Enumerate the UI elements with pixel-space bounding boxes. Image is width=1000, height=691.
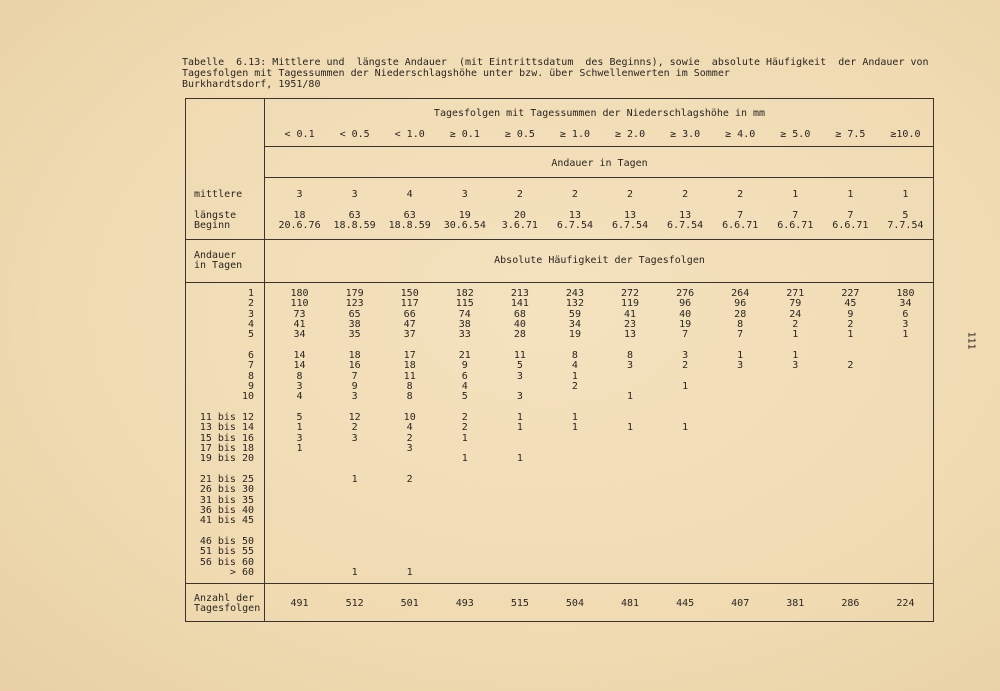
frequency-cell: 6 — [902, 308, 909, 320]
frequency-cell: 7 — [682, 329, 689, 341]
threshold-header-4: ≥ 0.1 — [449, 129, 480, 140]
threshold-header-9: ≥ 4.0 — [725, 129, 756, 140]
frequency-cell: 21 — [458, 350, 471, 361]
frequency-cell: 9 — [847, 308, 854, 320]
threshold-header-2: < 0.5 — [339, 129, 370, 140]
frequency-cell: 73 — [293, 308, 306, 320]
frequency-cell: 3 — [351, 432, 358, 444]
caption-line-3: Burkhardtsdorf, 1951/80 — [182, 79, 321, 90]
anzahl-cell-10: 381 — [786, 598, 805, 609]
frequency-cell: 14 — [293, 360, 306, 372]
frequency-cell: 13 — [624, 329, 637, 341]
frequency-cell: 59 — [568, 308, 581, 320]
frequency-cell: 123 — [345, 298, 364, 310]
frequency-cell: 4 — [406, 422, 413, 434]
frequency-cell: 10 — [403, 412, 416, 423]
frequency-cell: 3 — [296, 432, 303, 444]
mittlere-cell-8: 2 — [682, 189, 689, 200]
section-divider-1 — [186, 239, 933, 240]
duration-label: 9 — [247, 380, 254, 392]
anzahl-cell-6: 504 — [565, 598, 584, 609]
frequency-cell: 2 — [847, 360, 854, 372]
anzahl-cell-2: 512 — [345, 598, 364, 609]
frequency-cell: 96 — [679, 298, 692, 310]
frequency-cell: 3 — [296, 380, 303, 392]
threshold-header-6: ≥ 1.0 — [559, 129, 590, 140]
frequency-cell: 3 — [792, 360, 799, 372]
duration-label: 7 — [247, 360, 254, 372]
mittlere-cell-2: 3 — [351, 189, 358, 200]
andauer-title: Andauer in Tagen — [551, 158, 648, 169]
frequency-cell: 227 — [841, 288, 860, 299]
duration-label: 13 bis 14 — [199, 422, 254, 434]
duration-label: 36 bis 40 — [199, 504, 254, 516]
frequency-cell: 180 — [896, 288, 915, 299]
frequency-cell: 19 — [679, 318, 692, 330]
anzahl-cell-4: 493 — [455, 598, 474, 609]
frequency-cell: 1 — [571, 422, 578, 434]
beginn-cell-6: 6.7.54 — [556, 220, 593, 231]
frequency-cell: 5 — [296, 412, 303, 423]
frequency-cell: 117 — [400, 298, 419, 310]
mittlere-cell-1: 3 — [296, 189, 303, 200]
section-divider-3 — [186, 583, 933, 584]
row-label-in-tagen: in Tagen — [194, 260, 243, 271]
frequency-cell: 1 — [461, 453, 468, 465]
threshold-header-8: ≥ 3.0 — [670, 129, 701, 140]
frequency-cell: 1 — [682, 422, 689, 434]
frequency-cell: 8 — [296, 370, 303, 382]
frequency-cell: 35 — [348, 329, 361, 341]
duration-label: 8 — [247, 370, 254, 382]
frequency-cell: 8 — [406, 391, 413, 403]
threshold-header-7: ≥ 2.0 — [614, 129, 646, 140]
row-label-laengste: längste — [194, 210, 237, 221]
frequency-cell: 1 — [571, 370, 578, 382]
frequency-cell: 4 — [296, 391, 303, 403]
frequency-cell: 3 — [516, 391, 523, 403]
threshold-header-12: ≥10.0 — [890, 129, 921, 140]
duration-label: 1 — [247, 288, 254, 299]
frequency-cell: 4 — [461, 380, 468, 392]
frequency-cell: 179 — [345, 288, 364, 299]
frequency-cell: 264 — [731, 288, 750, 299]
duration-label: 17 bis 18 — [199, 442, 254, 454]
laengste-cell-4: 19 — [458, 210, 471, 221]
frequency-cell: 7 — [737, 329, 744, 341]
frequency-cell: 79 — [789, 298, 802, 310]
frequency-cell: 3 — [682, 350, 689, 361]
frequency-cell: 19 — [568, 329, 581, 341]
row-label-anzahl: Anzahl der — [194, 593, 255, 604]
frequency-cell: 2 — [792, 318, 799, 330]
frequency-cell: 1 — [296, 422, 303, 434]
frequency-cell: 11 — [403, 370, 416, 382]
mittlere-cell-9: 2 — [737, 189, 744, 200]
frequency-cell: 3 — [406, 442, 413, 454]
frequency-cell: 12 — [348, 412, 361, 423]
threshold-header-1: < 0.1 — [284, 129, 315, 140]
frequency-cell: 1 — [902, 329, 909, 341]
frequency-cell: 3 — [516, 370, 523, 382]
frequency-cell: 11 — [513, 350, 526, 361]
frequency-cell: 23 — [624, 318, 637, 330]
laengste-cell-3: 63 — [403, 210, 416, 221]
page-number: 111 — [965, 331, 977, 350]
caption-line-1: Tabelle 6.13: Mittlere und längste Andauer (mit Eintrittsdatum des Beginns), sowie absolute Häufigkeit der Andauer von — [182, 57, 929, 68]
frequency-cell: 96 — [734, 298, 747, 310]
frequency-cell: 24 — [789, 308, 802, 320]
frequency-cell: 2 — [351, 422, 358, 434]
beginn-cell-4: 30.6.54 — [443, 220, 486, 231]
frequency-cell: 2 — [682, 360, 689, 372]
beginn-cell-2: 18.8.59 — [333, 220, 376, 231]
frequency-cell: 8 — [406, 380, 413, 392]
frequency-cell: 34 — [899, 298, 912, 310]
duration-label: 4 — [247, 318, 254, 330]
mittlere-cell-12: 1 — [902, 189, 909, 200]
anzahl-cell-5: 515 — [510, 598, 529, 609]
anzahl-cell-3: 501 — [400, 598, 419, 609]
duration-label: 15 bis 16 — [199, 432, 254, 444]
threshold-header-3: < 1.0 — [394, 129, 425, 140]
anzahl-cell-8: 445 — [676, 598, 695, 609]
duration-label: 5 — [247, 329, 254, 341]
duration-label: 10 — [241, 391, 254, 403]
duration-label: 6 — [247, 350, 254, 361]
section-divider-2 — [186, 282, 933, 283]
frequency-cell: 3 — [351, 391, 358, 403]
laengste-cell-1: 18 — [293, 210, 306, 221]
frequency-cell: 34 — [293, 329, 306, 341]
frequency-cell: 1 — [296, 442, 303, 454]
frequency-cell: 3 — [737, 360, 744, 372]
frequency-cell: 17 — [403, 350, 416, 361]
data-table — [185, 98, 934, 622]
frequency-cell: 5 — [516, 360, 523, 372]
beginn-cell-1: 20.6.76 — [278, 220, 321, 231]
beginn-cell-5: 3.6.71 — [501, 220, 538, 231]
duration-label: 56 bis 60 — [199, 556, 254, 568]
frequency-cell: 9 — [461, 360, 468, 372]
frequency-cell: 66 — [403, 308, 416, 320]
frequency-cell: 1 — [847, 329, 854, 341]
frequency-cell: 2 — [406, 432, 413, 444]
frequency-cell: 2 — [847, 318, 854, 330]
frequency-cell: 8 — [737, 318, 744, 330]
duration-label: 51 bis 55 — [199, 546, 254, 558]
frequency-cell: 65 — [348, 308, 361, 320]
beginn-cell-10: 6.6.71 — [777, 220, 814, 231]
frequency-cell: 1 — [516, 412, 523, 423]
frequency-cell: 213 — [510, 288, 529, 299]
frequency-cell: 28 — [734, 308, 747, 320]
threshold-header-11: ≥ 7.5 — [835, 129, 866, 140]
duration-label: 21 bis 25 — [199, 474, 254, 485]
frequency-cell: 38 — [458, 318, 471, 330]
frequency-cell: 41 — [293, 318, 306, 330]
mittlere-cell-4: 3 — [461, 189, 468, 200]
duration-label: 19 bis 20 — [199, 453, 254, 465]
duration-label: 26 bis 30 — [199, 484, 254, 496]
row-label-andauer: Andauer — [194, 250, 237, 261]
mittlere-cell-11: 1 — [847, 189, 854, 200]
caption-line-2: Tagesfolgen mit Tagessummen der Niederschlagshöhe unter bzw. über Schwellenwerten im Sommer — [182, 68, 730, 79]
duration-label: 41 bis 45 — [199, 515, 254, 527]
frequency-cell: 37 — [403, 329, 416, 341]
frequency-cell: 1 — [792, 329, 799, 341]
frequency-cell: 4 — [571, 360, 578, 372]
row-label-beginn: Beginn — [194, 220, 231, 231]
laengste-cell-5: 20 — [513, 210, 526, 221]
frequency-cell: 1 — [461, 432, 468, 444]
laengste-cell-8: 13 — [679, 210, 692, 221]
frequency-cell: 1 — [351, 566, 358, 578]
row-label-tagesfolgen: Tagesfolgen — [194, 603, 261, 614]
frequency-cell: 1 — [682, 380, 689, 392]
anzahl-cell-1: 491 — [290, 598, 309, 609]
duration-label: > 60 — [229, 566, 254, 578]
beginn-cell-8: 6.7.54 — [667, 220, 704, 231]
frequency-cell: 150 — [400, 288, 419, 299]
duration-label: 31 bis 35 — [199, 494, 254, 506]
beginn-cell-3: 18.8.59 — [388, 220, 431, 231]
laengste-cell-11: 7 — [847, 210, 854, 221]
frequency-cell: 18 — [403, 360, 416, 372]
frequency-cell: 271 — [786, 288, 805, 299]
anzahl-cell-9: 407 — [731, 598, 750, 609]
frequency-cell: 110 — [290, 298, 309, 310]
frequency-cell: 16 — [348, 360, 361, 372]
frequency-cell: 180 — [290, 288, 309, 299]
anzahl-cell-12: 224 — [896, 598, 915, 609]
frequency-cell: 182 — [455, 288, 474, 299]
frequency-cell: 3 — [902, 318, 909, 330]
frequency-cell: 40 — [513, 318, 526, 330]
frequency-cell: 1 — [351, 474, 358, 485]
frequency-cell: 115 — [455, 298, 474, 310]
laengste-cell-10: 7 — [792, 210, 799, 221]
row-label-mittlere: mittlere — [194, 189, 243, 200]
beginn-cell-12: 7.7.54 — [887, 220, 924, 231]
threshold-header-5: ≥ 0.5 — [504, 129, 535, 140]
anzahl-cell-7: 481 — [621, 598, 640, 609]
frequency-cell: 9 — [351, 380, 358, 392]
frequency-cell: 68 — [513, 308, 526, 320]
laengste-cell-12: 5 — [902, 210, 909, 221]
frequency-cell: 1 — [406, 566, 413, 578]
frequency-cell: 3 — [627, 360, 634, 372]
mittlere-cell-5: 2 — [516, 189, 523, 200]
frequency-cell: 119 — [621, 298, 640, 310]
frequency-cell: 2 — [461, 412, 468, 423]
frequency-cell: 18 — [348, 350, 361, 361]
mittlere-cell-7: 2 — [627, 189, 634, 200]
header-divider-2 — [264, 177, 933, 178]
laengste-cell-6: 13 — [568, 210, 581, 221]
frequency-cell: 1 — [627, 391, 634, 403]
mittlere-cell-10: 1 — [792, 189, 799, 200]
frequency-cell: 45 — [844, 298, 857, 310]
frequency-cell: 1 — [627, 422, 634, 434]
laengste-cell-9: 7 — [737, 210, 744, 221]
frequency-cell: 74 — [458, 308, 471, 320]
haeufigkeit-title: Absolute Häufigkeit der Tagesfolgen — [494, 255, 705, 266]
frequency-cell: 38 — [348, 318, 361, 330]
frequency-cell: 47 — [403, 318, 416, 330]
mittlere-cell-6: 2 — [571, 189, 578, 200]
frequency-cell: 1 — [792, 350, 799, 361]
frequency-cell: 132 — [565, 298, 584, 310]
mittlere-cell-3: 4 — [406, 189, 413, 200]
frequency-cell: 1 — [516, 453, 523, 465]
frequency-cell: 5 — [461, 391, 468, 403]
anzahl-cell-11: 286 — [841, 598, 860, 609]
frequency-cell: 41 — [624, 308, 637, 320]
frequency-cell: 8 — [571, 350, 578, 361]
frequency-cell: 40 — [679, 308, 692, 320]
threshold-header-10: ≥ 5.0 — [780, 129, 811, 140]
header-title: Tagesfolgen mit Tagessummen der Niederschlagshöhe in mm — [433, 108, 766, 119]
frequency-cell: 28 — [513, 329, 526, 341]
frequency-cell: 243 — [565, 288, 584, 299]
beginn-cell-7: 6.7.54 — [611, 220, 649, 231]
frequency-cell: 14 — [293, 350, 306, 361]
frequency-cell: 2 — [461, 422, 468, 434]
frequency-cell: 1 — [737, 350, 744, 361]
header-divider-1 — [264, 146, 933, 147]
frequency-cell: 2 — [571, 380, 578, 392]
duration-label: 11 bis 12 — [199, 412, 254, 423]
duration-label: 2 — [247, 298, 254, 310]
table-caption — [182, 57, 942, 90]
frequency-cell: 2 — [406, 474, 413, 485]
frequency-cell: 34 — [568, 318, 581, 330]
frequency-cell: 33 — [458, 329, 471, 341]
frequency-cell: 1 — [516, 422, 523, 434]
frequency-cell: 7 — [351, 370, 358, 382]
frequency-cell: 1 — [571, 412, 578, 423]
duration-label: 46 bis 50 — [199, 536, 254, 547]
laengste-cell-2: 63 — [348, 210, 361, 221]
frequency-cell: 272 — [621, 288, 640, 299]
frequency-cell: 6 — [461, 370, 468, 382]
frequency-cell: 276 — [676, 288, 695, 299]
laengste-cell-7: 13 — [624, 210, 637, 221]
frequency-cell: 8 — [627, 350, 634, 361]
duration-label: 3 — [247, 308, 254, 320]
beginn-cell-9: 6.6.71 — [722, 220, 759, 231]
beginn-cell-11: 6.6.71 — [832, 220, 869, 231]
frequency-cell: 141 — [510, 298, 529, 310]
